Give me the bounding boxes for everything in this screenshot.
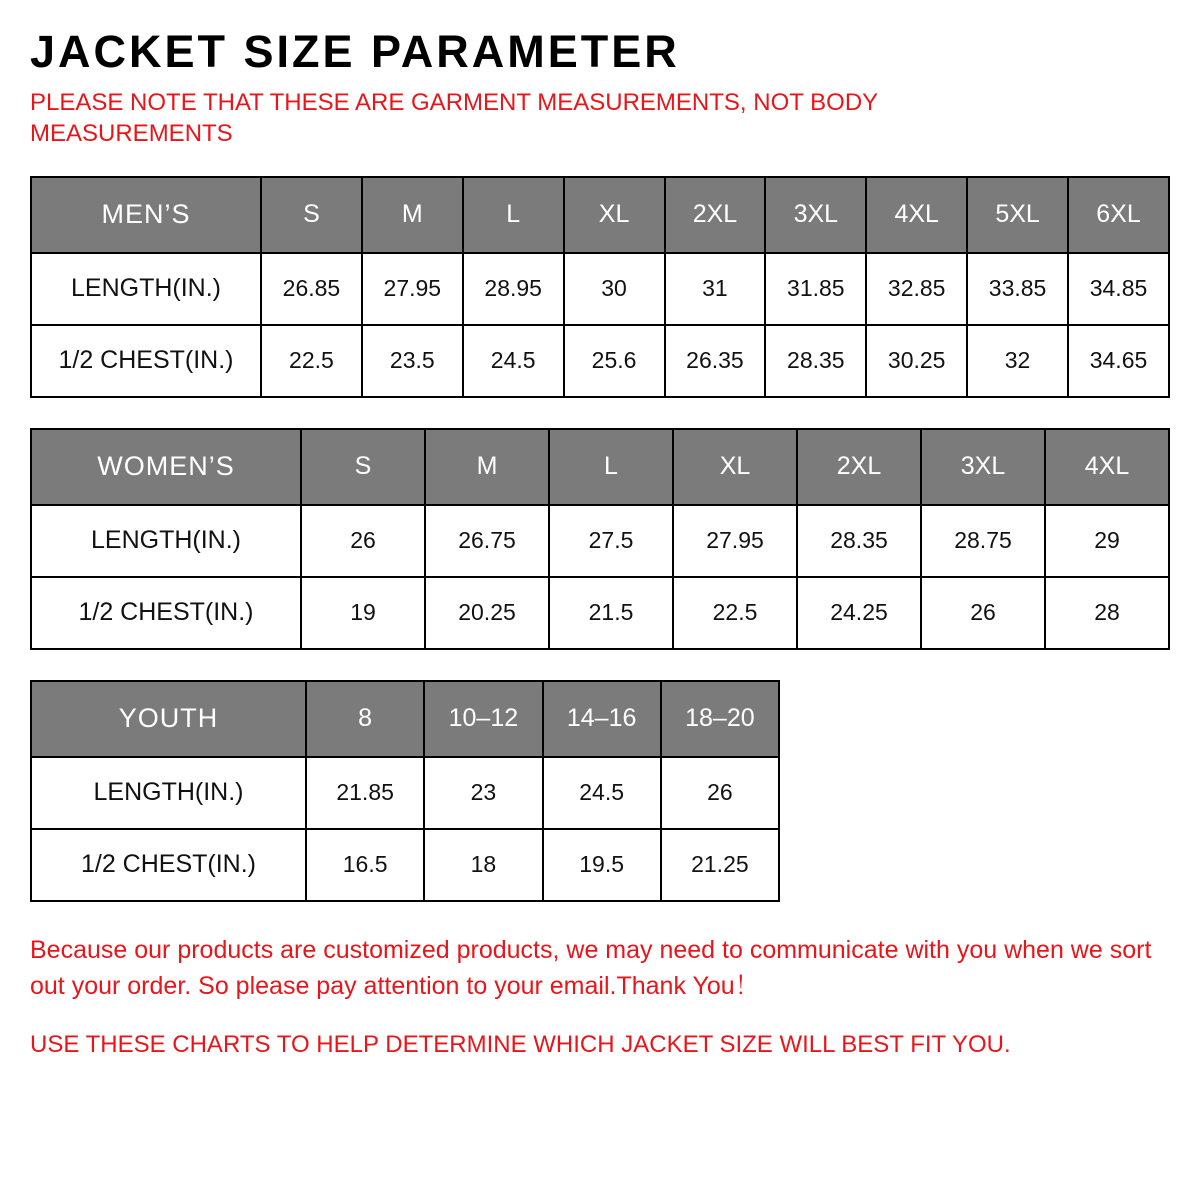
- womens-size-table: [30, 428, 1170, 650]
- page-title: JACKET SIZE PARAMETER: [30, 26, 680, 77]
- table-row: [31, 577, 1169, 649]
- size-header-cell: 4XL: [1045, 429, 1169, 505]
- chart-usage-notice: USE THESE CHARTS TO HELP DETERMINE WHICH JACKET SIZE WILL BEST FIT YOU.: [30, 1031, 1011, 1059]
- measurement-cell: 26: [301, 505, 425, 577]
- measurement-cell: 30.25: [866, 325, 967, 397]
- size-header-cell: S: [261, 177, 362, 253]
- size-header-cell: XL: [564, 177, 665, 253]
- mens-table-label: MEN’S: [31, 177, 261, 253]
- measurement-cell: 21.85: [306, 757, 424, 829]
- size-header-cell: 3XL: [921, 429, 1045, 505]
- measurement-cell: 18: [424, 829, 542, 901]
- table-header-row: [31, 429, 1169, 505]
- measurement-cell: 28: [1045, 577, 1169, 649]
- garment-measurement-note: PLEASE NOTE THAT THESE ARE GARMENT MEASUREMENTS, NOT BODY MEASUREMENTS: [30, 89, 878, 148]
- table-header-row: [31, 177, 1169, 253]
- measurement-cell: 30: [564, 253, 665, 325]
- measurement-cell: 26: [921, 577, 1045, 649]
- size-header-cell: 2XL: [797, 429, 921, 505]
- size-header-cell: XL: [673, 429, 797, 505]
- size-header-cell: 8: [306, 681, 424, 757]
- mens-size-table: [30, 176, 1170, 398]
- table-row: [31, 505, 1169, 577]
- measurement-cell: 23: [424, 757, 542, 829]
- size-header-cell: 5XL: [967, 177, 1068, 253]
- size-header-cell: 14–16: [543, 681, 661, 757]
- measurement-cell: 27.5: [549, 505, 673, 577]
- size-header-cell: S: [301, 429, 425, 505]
- measurement-cell: 23.5: [362, 325, 463, 397]
- measurement-cell: 24.25: [797, 577, 921, 649]
- size-header-cell: L: [549, 429, 673, 505]
- measurement-label: 1/2 CHEST(IN.): [31, 325, 261, 397]
- measurement-cell: 26: [661, 757, 779, 829]
- measurement-cell: 22.5: [261, 325, 362, 397]
- measurement-cell: 26.75: [425, 505, 549, 577]
- size-header-cell: M: [362, 177, 463, 253]
- measurement-cell: 34.85: [1068, 253, 1169, 325]
- measurement-cell: 32.85: [866, 253, 967, 325]
- measurement-cell: 32: [967, 325, 1068, 397]
- size-header-cell: L: [463, 177, 564, 253]
- measurement-cell: 26.85: [261, 253, 362, 325]
- measurement-cell: 29: [1045, 505, 1169, 577]
- table-row: [31, 757, 779, 829]
- youth-table-body: [31, 681, 779, 901]
- measurement-cell: 16.5: [306, 829, 424, 901]
- size-header-cell: 3XL: [765, 177, 866, 253]
- size-header-cell: 10–12: [424, 681, 542, 757]
- measurement-cell: 24.5: [463, 325, 564, 397]
- measurement-cell: 28.75: [921, 505, 1045, 577]
- size-header-cell: 2XL: [665, 177, 766, 253]
- measurement-cell: 28.35: [797, 505, 921, 577]
- measurement-label: LENGTH(IN.): [31, 253, 261, 325]
- table-header-row: [31, 681, 779, 757]
- measurement-cell: 27.95: [362, 253, 463, 325]
- table-row: [31, 325, 1169, 397]
- size-header-cell: 6XL: [1068, 177, 1169, 253]
- measurement-cell: 25.6: [564, 325, 665, 397]
- table-row: [31, 829, 779, 901]
- measurement-cell: 28.35: [765, 325, 866, 397]
- youth-size-table: [30, 680, 780, 902]
- size-header-cell: 18–20: [661, 681, 779, 757]
- measurement-cell: 19: [301, 577, 425, 649]
- measurement-cell: 21.5: [549, 577, 673, 649]
- youth-table-label: YOUTH: [31, 681, 306, 757]
- measurement-cell: 34.65: [1068, 325, 1169, 397]
- womens-table-label: WOMEN’S: [31, 429, 301, 505]
- mens-table-body: [31, 177, 1169, 397]
- measurement-cell: 20.25: [425, 577, 549, 649]
- size-header-cell: M: [425, 429, 549, 505]
- measurement-cell: 31.85: [765, 253, 866, 325]
- table-row: [31, 253, 1169, 325]
- measurement-label: 1/2 CHEST(IN.): [31, 829, 306, 901]
- size-header-cell: 4XL: [866, 177, 967, 253]
- measurement-cell: 31: [665, 253, 766, 325]
- measurement-cell: 27.95: [673, 505, 797, 577]
- measurement-label: LENGTH(IN.): [31, 757, 306, 829]
- womens-table-body: [31, 429, 1169, 649]
- measurement-cell: 22.5: [673, 577, 797, 649]
- measurement-cell: 24.5: [543, 757, 661, 829]
- measurement-cell: 21.25: [661, 829, 779, 901]
- measurement-cell: 26.35: [665, 325, 766, 397]
- measurement-label: 1/2 CHEST(IN.): [31, 577, 301, 649]
- measurement-cell: 33.85: [967, 253, 1068, 325]
- measurement-cell: 28.95: [463, 253, 564, 325]
- measurement-label: LENGTH(IN.): [31, 505, 301, 577]
- measurement-cell: 19.5: [543, 829, 661, 901]
- customization-notice: Because our products are customized products, we may need to communicate with you when we sort out your order. So please pay attention to your email.Thank You！: [30, 935, 1152, 1000]
